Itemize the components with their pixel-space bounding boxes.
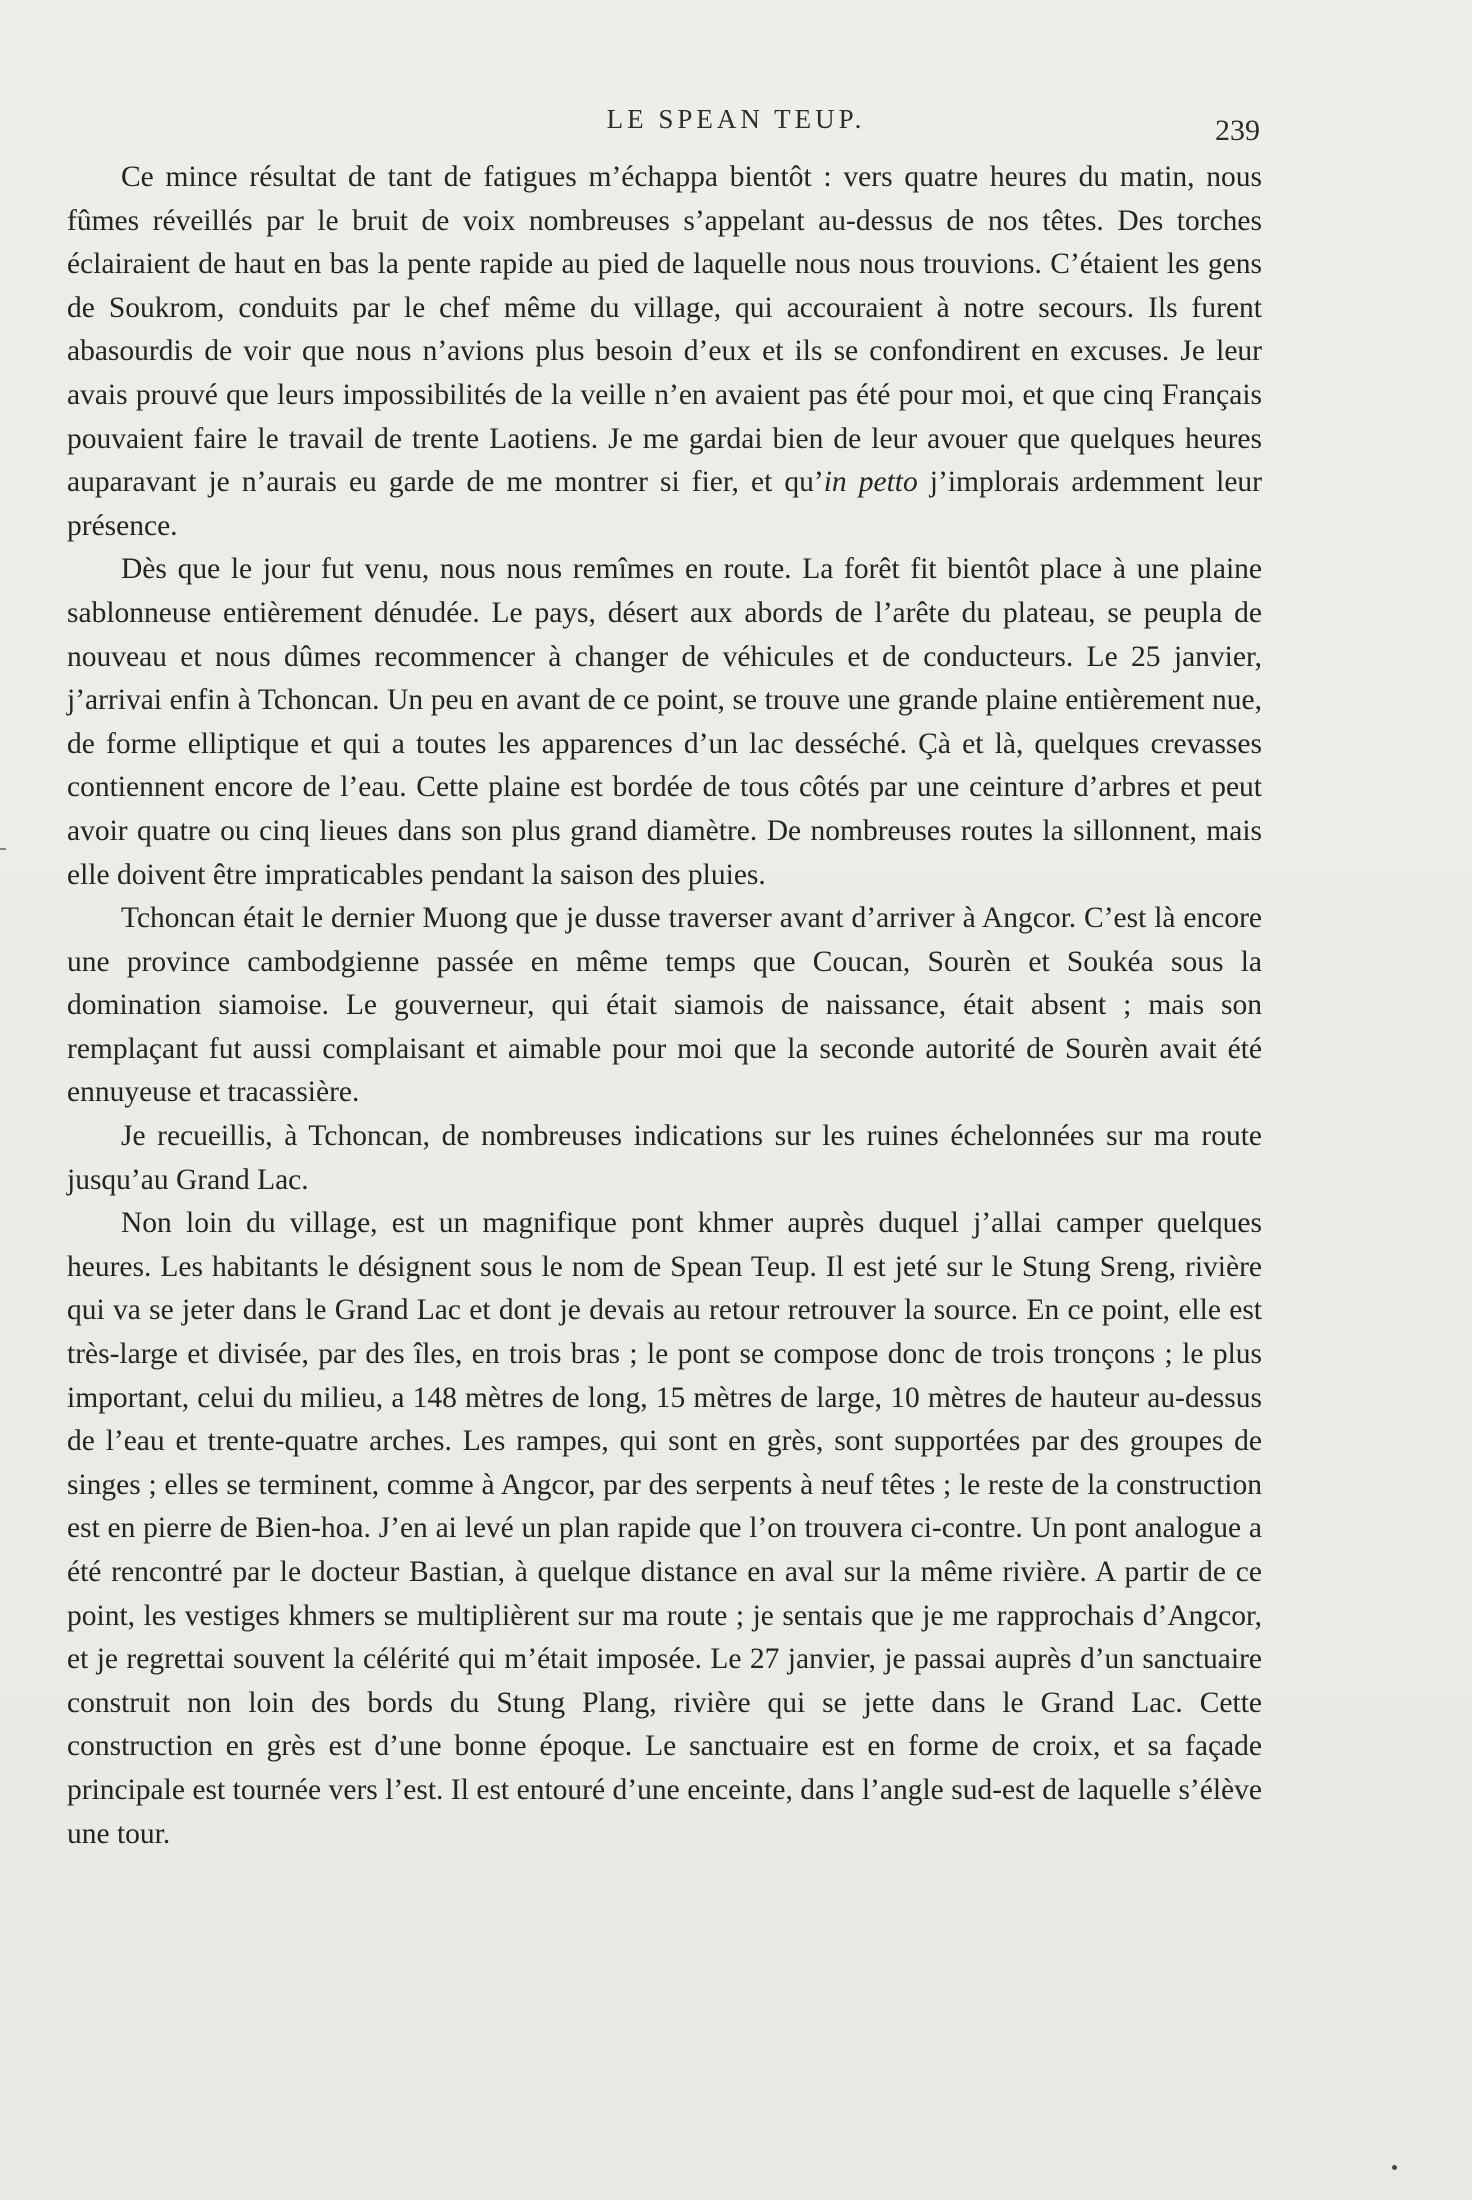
paragraph-3: Tchoncan était le dernier Muong que je dusse traverser avant d’arriver à Angcor. C’est là encore une province cambodgienne passée en même temps que Coucan, Sourèn et Soukéa sous la domination siamoise. Le gouverneur, qui était siamois de naissance, était absent ; mais son remplaçant fut aussi complaisant et aimable pour moi que la seconde autorité de Sourèn avait été ennuyeuse et tracassière. — [67, 902, 1262, 1109]
paragraph-1-end: j’implorais ardemment leur présence. — [67, 466, 1262, 542]
paragraph-2: Dès que le jour fut venu, nous nous remîmes en route. La forêt fit bientôt place à une plaine sablonneuse entièrement dénudée. Le pays, désert aux abords de l’arête du plateau, se peupla de nouveau et nous dûmes recommencer à changer de véhicules et de conducteurs. Le 25 janvier, j’arrivai enfin à Tchoncan. Un peu en avant de ce point, se trouve une grande plaine entièrement nue, de forme elliptique et qui a toutes les apparences d’un lac desséché. Çà et là, quelques crevasses contiennent encore de l’eau. Cette plaine est bordée de tous côtés par une ceinture d’arbres et peut avoir quatre ou cinq lieues dans son plus grand diamètre. De nombreuses routes la sillonnent, mais elle doivent être impraticables pendant la saison des pluies. — [67, 553, 1262, 891]
paragraph-1-text: Ce mince résultat de tant de fatigues m’échappa bientôt : vers quatre heures du matin, nous fûmes réveillés par le bruit de voix nombreuses s’appelant au-dessus de nos têtes. Des torches éclairaient de haut en bas la pente rapide au pied de laquelle nous nous trouvions. C’étaient les gens de Soukrom, conduits par le chef même du village, qui accouraient à notre secours. Ils furent abasourdis de voir que nous n’avions plus besoin d’eux et ils se confondirent en excuses. Je leur avais prouvé que leurs impossibilités de la veille n’en avaient pas été pour moi, et que cinq Français pouvaient faire le travail de trente Laotiens. Je me gardai bien de leur avouer que quelques heures auparavant je n’aurais eu garde de me montrer si fier, et qu’ — [67, 161, 1262, 499]
page-edge-mark — [0, 848, 6, 850]
paragraph-1 — [67, 156, 1262, 548]
page-number: 239 — [1215, 114, 1260, 147]
italic-phrase: in petto — [823, 466, 918, 499]
paragraph-5: Non loin du village, est un magnifique pont khmer auprès duquel j’allai camper quelques heures. Les habitants le désignent sous le nom de Spean Teup. Il est jeté sur le Stung Sreng, rivière qui va se jeter dans le Grand Lac et dont je devais au retour retrouver la source. En ce point, elle est très-large et divisée, par des îles, en trois bras ; le pont se compose donc de trois tronçons ; le plus important, celui du milieu, a 148 mètres de long, 15 mètres de large, 10 mètres de hauteur au-dessus de l’eau et trente-quatre arches. Les rampes, qui sont en grès, sont supportées par des groupes de singes ; elles se terminent, comme à Angcor, par des serpents à neuf têtes ; le reste de la construction est en pierre de Bien-hoa. J’en ai levé un plan rapide que l’on trouvera ci-contre. Un pont analogue a été rencontré par le docteur Bastian, à quelque distance en aval sur la même rivière. A partir de ce point, les vestiges khmers se multiplièrent sur ma route ; je sentais que je me rapprochais d’Angcor, et je regrettai souvent la célérité qui m’était imposée. Le 27 janvier, je passai auprès d’un sanctuaire construit non loin des bords du Stung Plang, rivière qui se jette dans le Grand Lac. Cette construction en grès est d’une bonne époque. Le sanctuaire est en forme de croix, et sa façade principale est tournée vers l’est. Il est entouré d’une enceinte, dans l’angle sud-est de laquelle s’élève une tour. — [67, 1207, 1262, 1850]
body-text — [67, 156, 1262, 1856]
paragraph-4: Je recueillis, à Tchoncan, de nombreuses indications sur les ruines échelonnées sur ma route jusqu’au Grand Lac. — [67, 1120, 1262, 1196]
ink-speck — [1392, 2165, 1397, 2170]
running-head: LE SPEAN TEUP. — [606, 104, 866, 134]
